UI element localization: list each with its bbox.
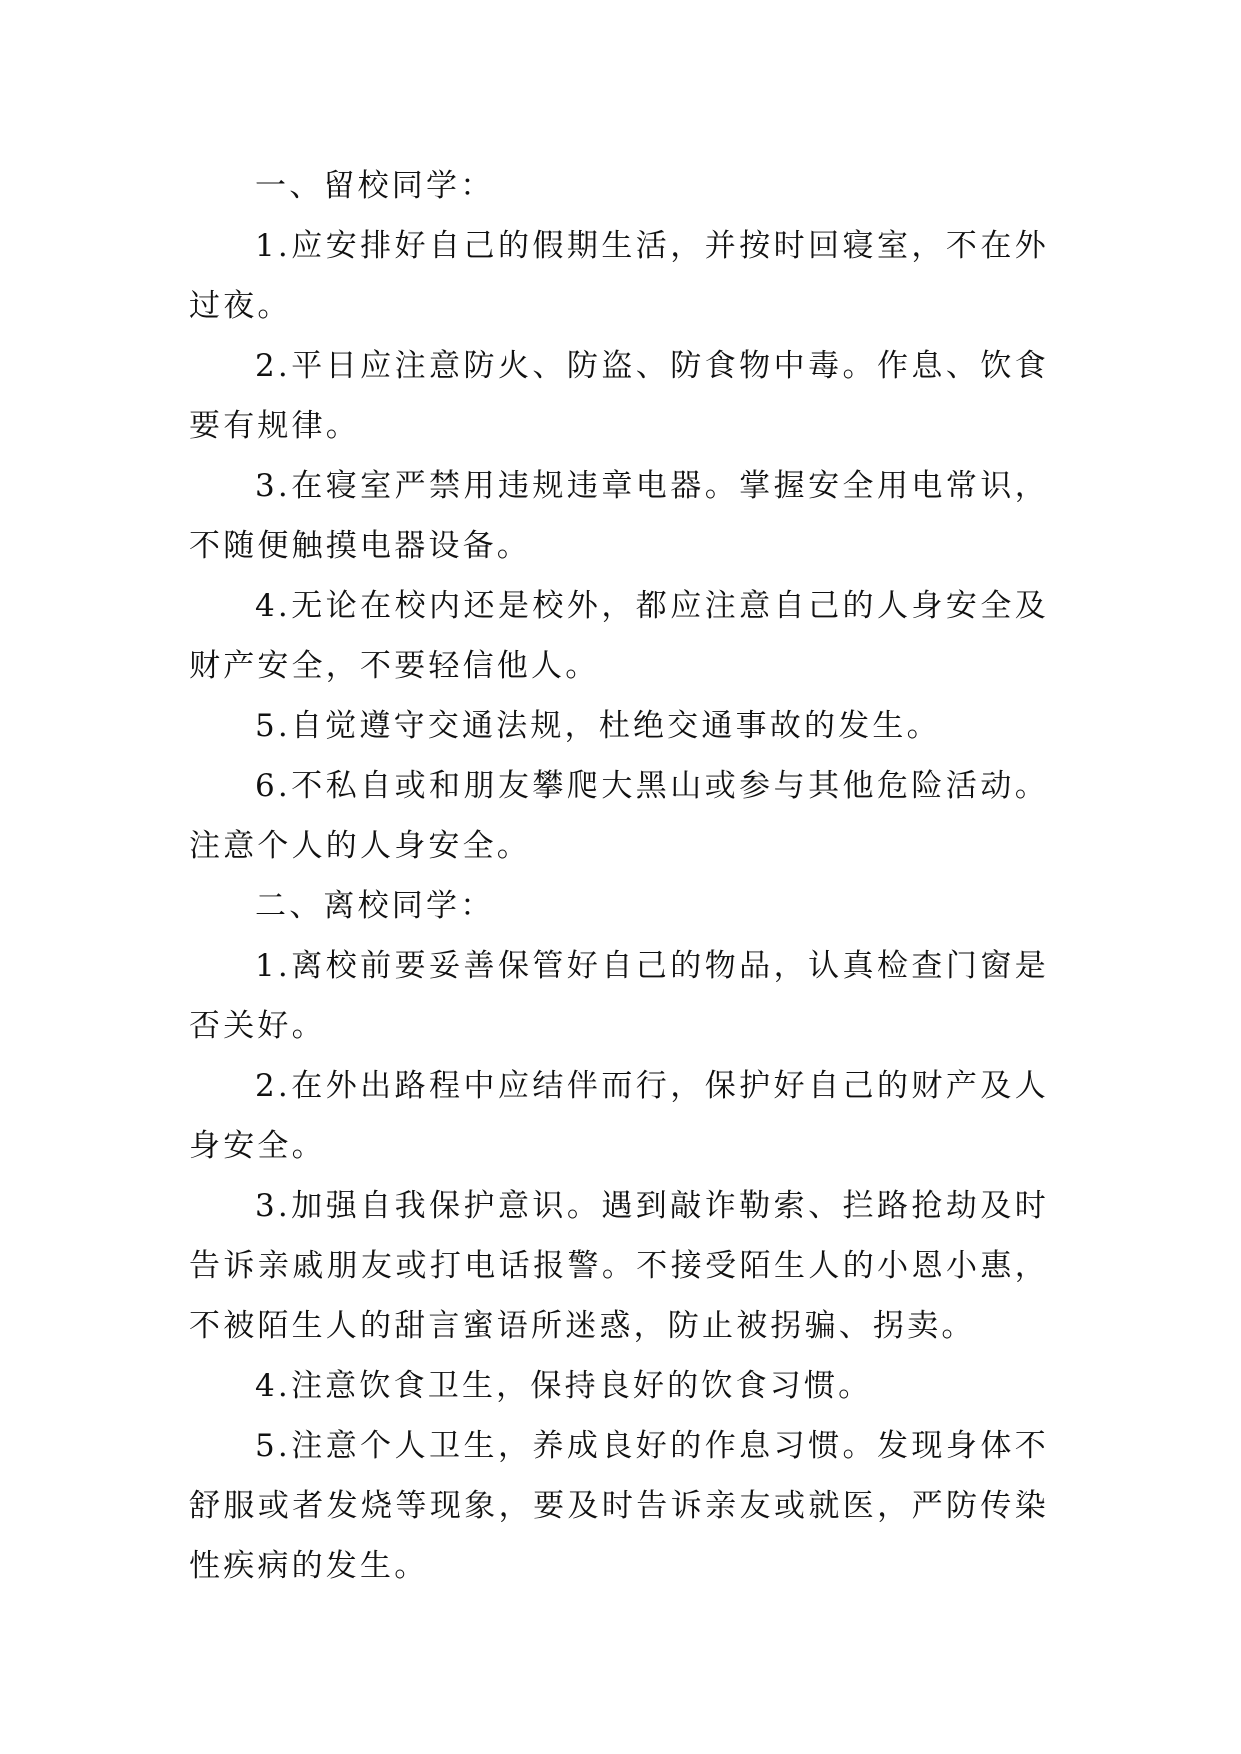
list-item: 5.自觉遵守交通法规，杜绝交通事故的发生。 [255, 708, 941, 744]
section-heading-leave: 二、离校同学： [255, 888, 495, 924]
list-item: 5.注意个人卫生，养成良好的作息习惯。发现身体不舒服或者发烧等现象，要及时告诉亲友或就医，严防传染性疾病的发生。 [189, 1428, 1049, 1584]
list-item: 3.加强自我保护意识。遇到敲诈勒索、拦路抢劫及时告诉亲戚朋友或打电话报警。不接受陌生人的小恩小惠，不被陌生人的甜言蜜语所迷惑，防止被拐骗、拐卖。 [189, 1188, 1049, 1344]
list-item: 4.无论在校内还是校外，都应注意自己的人身安全及财产安全，不要轻信他人。 [189, 588, 1049, 684]
list-item: 3.在寝室严禁用违规违章电器。掌握安全用电常识，不随便触摸电器设备。 [189, 468, 1049, 564]
list-item: 4.注意饮食卫生，保持良好的饮食习惯。 [255, 1368, 873, 1404]
document-body [189, 156, 1049, 1596]
list-item: 6.不私自或和朋友攀爬大黑山或参与其他危险活动。注意个人的人身安全。 [189, 768, 1049, 864]
list-item: 2.平日应注意防火、防盗、防食物中毒。作息、饮食要有规律。 [189, 348, 1049, 444]
list-item: 1.离校前要妥善保管好自己的物品，认真检查门窗是否关好。 [189, 948, 1049, 1044]
list-item: 1.应安排好自己的假期生活，并按时回寝室，不在外过夜。 [189, 228, 1049, 324]
section-heading-stay: 一、留校同学： [255, 168, 495, 204]
list-item: 2.在外出路程中应结伴而行，保护好自己的财产及人身安全。 [189, 1068, 1049, 1164]
